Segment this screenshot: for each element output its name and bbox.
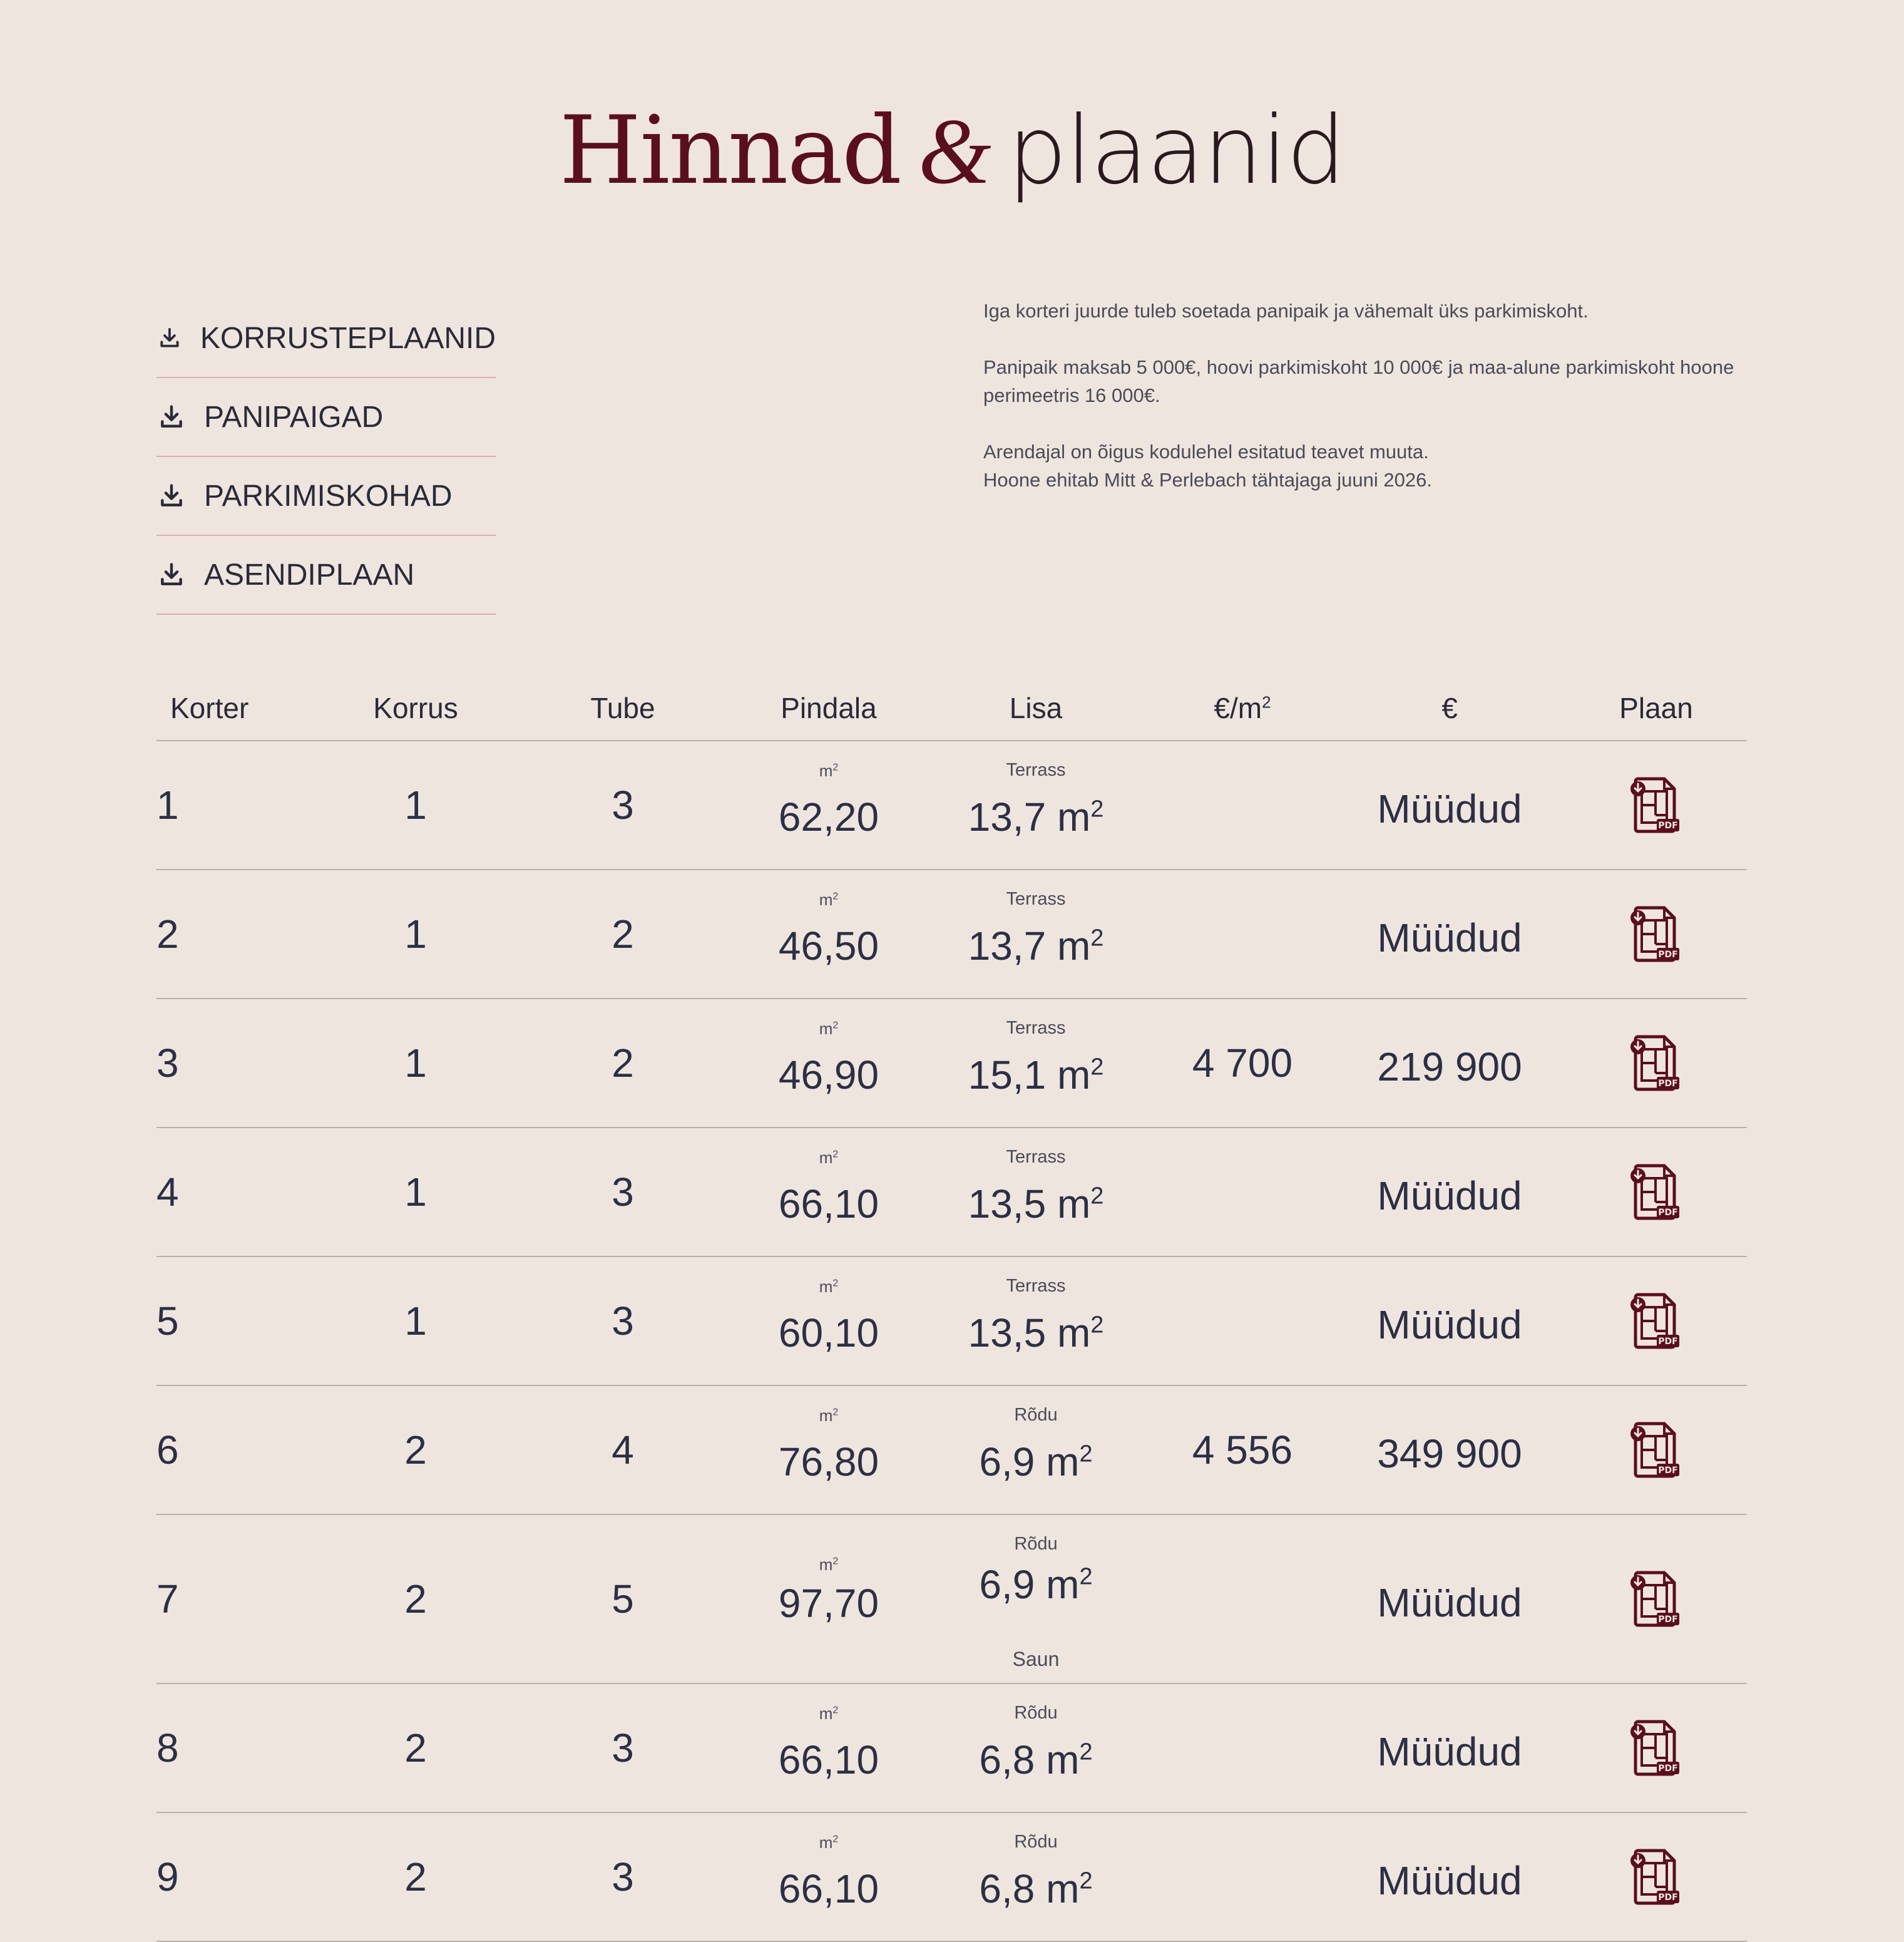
download-label: ASENDIPLAAN	[204, 558, 415, 592]
lisa-value: 6,9	[979, 1439, 1035, 1484]
area-unit-label: m	[819, 1277, 833, 1296]
area-unit-sup: 2	[832, 1556, 839, 1567]
info-paragraph-2: Panipaik maksab 5 000€, hoovi parkimiskoht 10 000€ ja maa-alune parkimiskoht hoone perimeetris 16 000€.	[983, 356, 1734, 406]
cell-price: 219 900	[1377, 1044, 1522, 1089]
cell-tube: 3	[612, 1298, 634, 1343]
svg-text:PDF: PDF	[1658, 821, 1678, 831]
area-unit	[819, 1555, 839, 1575]
area-unit-label: m	[819, 1148, 833, 1167]
cell-pindala: 66,10	[778, 1737, 879, 1782]
cell-pindala: 97,70	[778, 1581, 879, 1626]
lisa-unit: m	[1046, 923, 1091, 968]
svg-text:PDF: PDF	[1658, 1337, 1678, 1347]
pdf-plan-icon[interactable]	[1629, 1569, 1683, 1629]
lisa-unit-sup: 2	[1090, 1183, 1104, 1210]
cell-tube: 2	[612, 912, 634, 957]
lisa-unit-sup: 2	[1079, 1739, 1093, 1765]
cell-lisa	[968, 1310, 1104, 1356]
info-paragraph-3: Arendajal on õigus kodulehel esitatud teavet muuta. Hoone ehitab Mitt & Perlebach tähtajaga juuni 2026.	[983, 441, 1432, 491]
cell-pindala: 76,80	[778, 1439, 879, 1484]
download-link-asendiplaan[interactable]	[156, 536, 496, 615]
cell-korrus: 1	[404, 1298, 427, 1343]
lisa-label: Terrass	[1006, 889, 1066, 909]
lisa-label: Terrass	[1006, 1147, 1066, 1167]
pdf-plan-icon[interactable]	[1629, 1162, 1683, 1222]
lisa-unit: m	[1046, 1310, 1091, 1355]
cell-korrus: 1	[404, 783, 427, 828]
cell-lisa	[979, 1866, 1092, 1912]
cell-eur-per-m2: 4 556	[1192, 1427, 1293, 1472]
table-row	[156, 1515, 1747, 1684]
lisa-label: Rõdu	[1014, 1832, 1058, 1852]
table-body	[156, 741, 1747, 1942]
svg-text:PDF: PDF	[1658, 1079, 1678, 1089]
apartments-table	[156, 676, 1747, 1942]
area-unit-label: m	[819, 890, 833, 909]
lisa-value: 13,7	[968, 923, 1047, 968]
header-eur: €	[1441, 692, 1458, 724]
svg-text:PDF: PDF	[1658, 1893, 1678, 1903]
cell-korter: 9	[156, 1854, 179, 1899]
cell-tube: 4	[612, 1427, 634, 1472]
cell-pindala: 46,90	[778, 1052, 879, 1097]
cell-korrus: 2	[404, 1725, 427, 1770]
area-unit	[819, 761, 839, 781]
table-row	[156, 999, 1747, 1128]
lisa-unit-sup: 2	[1090, 796, 1104, 823]
table-header	[156, 676, 1747, 741]
cell-korter: 4	[156, 1169, 179, 1215]
cell-korter: 3	[156, 1040, 179, 1086]
lisa-value: 6,9	[979, 1562, 1035, 1607]
cell-korrus: 1	[404, 1169, 427, 1215]
pdf-plan-icon[interactable]	[1629, 1291, 1683, 1351]
download-icon	[158, 324, 182, 352]
table-row	[156, 1257, 1747, 1386]
svg-text:PDF: PDF	[1658, 950, 1678, 960]
lisa-label: Terrass	[1006, 1018, 1066, 1038]
pdf-plan-icon[interactable]	[1629, 1420, 1683, 1480]
download-link-parkimiskohad[interactable]	[156, 457, 496, 536]
title-ampersand: &	[918, 100, 990, 203]
cell-korrus: 2	[404, 1427, 427, 1472]
area-unit-sup: 2	[832, 1834, 839, 1845]
cell-price: Müüdud	[1377, 1302, 1522, 1347]
area-unit	[819, 890, 839, 910]
lisa-unit: m	[1035, 1866, 1080, 1911]
table-row	[156, 1386, 1747, 1515]
title-part1: Hinnad	[559, 96, 901, 205]
cell-price: Müüdud	[1377, 1858, 1522, 1903]
lisa-unit: m	[1046, 794, 1091, 840]
lisa-unit: m	[1046, 1052, 1091, 1097]
cell-korter: 1	[156, 783, 179, 828]
lisa-value: 13,7	[968, 794, 1047, 840]
area-unit	[819, 1406, 839, 1426]
download-label: PARKIMISKOHAD	[204, 479, 453, 513]
lisa-unit: m	[1035, 1737, 1080, 1782]
header-eur-per-m2	[1214, 691, 1271, 725]
lisa-unit: m	[1035, 1439, 1080, 1484]
download-label: KORRUSTEPLAANID	[200, 321, 496, 355]
cell-price: Müüdud	[1377, 1173, 1522, 1218]
cell-tube: 2	[612, 1040, 634, 1086]
lisa-unit-sup: 2	[1079, 1868, 1093, 1894]
lisa-label: Terrass	[1006, 1276, 1066, 1296]
cell-tube: 3	[612, 783, 634, 828]
lisa-unit-sup: 2	[1079, 1563, 1093, 1590]
cell-lisa	[979, 1439, 1092, 1485]
cell-price: Müüdud	[1377, 1580, 1522, 1625]
cell-eur-per-m2: 4 700	[1192, 1040, 1293, 1086]
cell-korter: 7	[156, 1576, 179, 1621]
cell-korrus: 1	[404, 1040, 427, 1086]
cell-pindala: 62,20	[778, 794, 879, 840]
lisa-value: 6,8	[979, 1737, 1035, 1782]
lisa-value: 13,5	[968, 1310, 1047, 1355]
cell-lisa	[968, 923, 1104, 969]
cell-lisa	[968, 794, 1104, 840]
area-unit-sup: 2	[832, 1020, 839, 1031]
area-unit-label: m	[819, 1019, 833, 1038]
download-links	[156, 299, 496, 615]
cell-price: Müüdud	[1377, 786, 1522, 831]
svg-text:PDF: PDF	[1658, 1208, 1678, 1218]
area-unit-sup: 2	[832, 1407, 839, 1418]
download-link-korrusteplaanid[interactable]	[156, 299, 496, 378]
download-icon	[158, 403, 185, 431]
lisa-unit-sup: 2	[1090, 1054, 1104, 1081]
lisa-label: Rõdu	[1014, 1405, 1058, 1425]
cell-tube: 3	[612, 1854, 634, 1899]
area-unit-sup: 2	[832, 762, 839, 773]
svg-text:PDF: PDF	[1658, 1764, 1678, 1774]
download-link-panipaigad[interactable]	[156, 378, 496, 457]
cell-price: Müüdud	[1377, 915, 1522, 960]
cell-korter: 2	[156, 912, 179, 957]
header-lisa: Lisa	[1009, 692, 1063, 724]
cell-lisa	[968, 1052, 1104, 1098]
area-unit	[819, 1277, 839, 1297]
lisa-unit-sup: 2	[1090, 925, 1104, 952]
svg-text:PDF: PDF	[1658, 1615, 1678, 1625]
download-icon	[158, 561, 185, 588]
table-row	[156, 870, 1747, 999]
table-row	[156, 1684, 1747, 1813]
lisa-value: 6,8	[979, 1866, 1035, 1911]
cell-price: Müüdud	[1377, 1729, 1522, 1774]
cell-pindala: 66,10	[778, 1181, 879, 1226]
cell-tube: 5	[612, 1576, 634, 1621]
download-icon	[158, 482, 185, 510]
area-unit-label: m	[819, 1833, 833, 1852]
cell-korrus: 1	[404, 912, 427, 957]
area-unit-sup: 2	[832, 891, 839, 902]
cell-tube: 3	[612, 1725, 634, 1770]
area-unit-label: m	[819, 761, 833, 780]
pdf-plan-icon[interactable]	[1629, 775, 1683, 835]
header-pindala: Pindala	[781, 692, 877, 724]
lisa-label: Rõdu	[1014, 1534, 1058, 1554]
cell-pindala: 60,10	[778, 1310, 879, 1355]
area-unit-label: m	[819, 1406, 833, 1425]
page-title	[0, 88, 1904, 214]
area-unit	[819, 1704, 839, 1724]
lisa-extra: Saun	[1012, 1648, 1060, 1670]
area-unit	[819, 1019, 839, 1039]
cell-korter: 8	[156, 1725, 179, 1770]
cell-korrus: 2	[404, 1576, 427, 1621]
table-row	[156, 1813, 1747, 1942]
cell-korter: 5	[156, 1298, 179, 1343]
pdf-plan-icon[interactable]	[1629, 904, 1683, 964]
cell-lisa	[979, 1737, 1092, 1783]
header-plaan: Plaan	[1619, 692, 1693, 724]
header-korter: Korter	[170, 692, 249, 724]
area-unit-sup: 2	[832, 1149, 839, 1160]
title-part2: plaanid	[1007, 96, 1345, 205]
area-unit	[819, 1833, 839, 1852]
cell-pindala: 46,50	[778, 923, 879, 968]
area-unit-sup: 2	[832, 1705, 839, 1716]
lisa-unit-sup: 2	[1079, 1441, 1093, 1467]
cell-korrus: 2	[404, 1854, 427, 1899]
pdf-plan-icon[interactable]	[1629, 1718, 1683, 1778]
lisa-unit: m	[1046, 1181, 1091, 1226]
header-korrus: Korrus	[373, 692, 458, 724]
header-tube: Tube	[590, 692, 655, 724]
area-unit-label: m	[819, 1555, 833, 1574]
table-row	[156, 1128, 1747, 1257]
cell-price: 349 900	[1377, 1431, 1522, 1476]
lisa-value: 13,5	[968, 1181, 1047, 1226]
svg-text:PDF: PDF	[1658, 1466, 1678, 1476]
table-row	[156, 741, 1747, 870]
download-label: PANIPAIGAD	[204, 400, 384, 434]
lisa-unit: m	[1035, 1562, 1080, 1607]
area-unit	[819, 1148, 839, 1168]
area-unit-label: m	[819, 1704, 833, 1723]
cell-lisa	[979, 1561, 1092, 1608]
area-unit-sup: 2	[832, 1278, 839, 1289]
pdf-plan-icon[interactable]	[1629, 1847, 1683, 1907]
lisa-label: Terrass	[1006, 760, 1066, 780]
cell-pindala: 66,10	[778, 1866, 879, 1911]
info-text	[983, 297, 1753, 522]
lisa-value: 15,1	[968, 1052, 1047, 1097]
cell-korter: 6	[156, 1427, 179, 1472]
header-eur-per-m2-sup: 2	[1262, 692, 1271, 712]
lisa-label: Rõdu	[1014, 1703, 1058, 1723]
info-paragraph-1: Iga korteri juurde tuleb soetada panipaik ja vähemalt üks parkimiskoht.	[983, 300, 1589, 322]
cell-lisa	[968, 1181, 1104, 1227]
cell-tube: 3	[612, 1169, 634, 1215]
pdf-plan-icon[interactable]	[1629, 1033, 1683, 1093]
header-eur-per-m2-label: €/m	[1214, 692, 1262, 724]
lisa-unit-sup: 2	[1090, 1312, 1104, 1338]
